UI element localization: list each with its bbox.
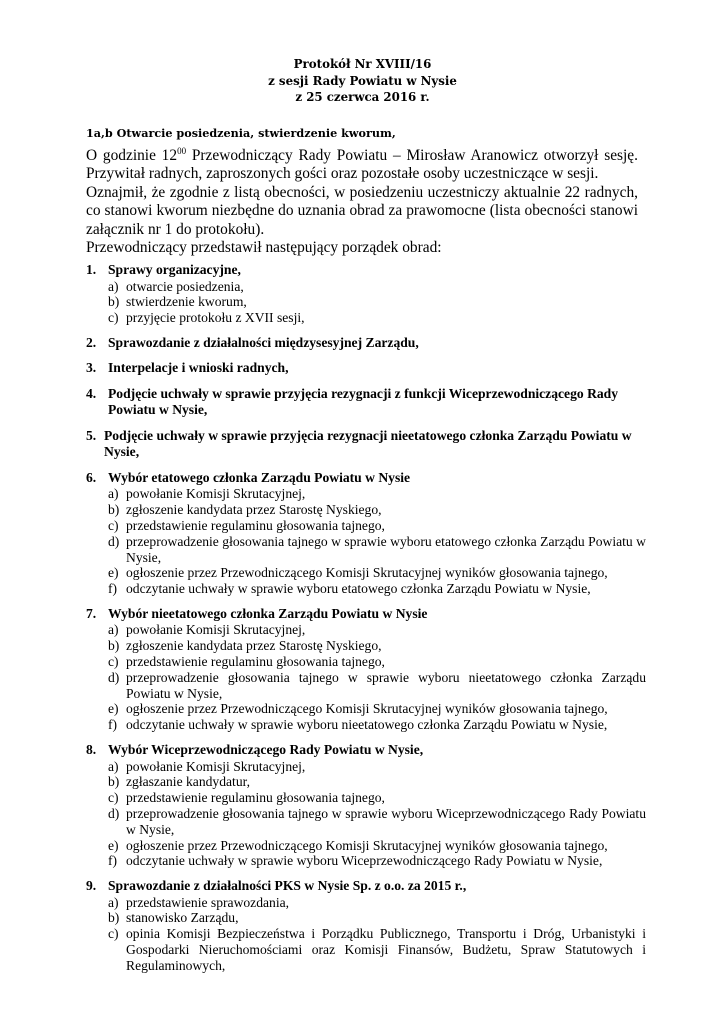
agenda-subitem: b) stwierdzenie kworum, — [108, 294, 247, 310]
agenda-subitem: f) odczytanie uchwały w sprawie wyboru Wiceprzewodniczącego Rady Powiatu w Nysie, — [108, 853, 603, 869]
agenda-subitems — [86, 759, 646, 870]
agenda-subitem: c) przyjęcie protokołu z XVII sesji, — [108, 310, 305, 326]
agenda-subitem: d) przeprowadzenie głosowania tajnego w sprawie wyboru etatowego członka Zarządu Powiatu w Nysie, — [108, 533, 646, 565]
agenda-item — [86, 470, 646, 597]
agenda-item — [86, 386, 646, 419]
agenda-item — [86, 742, 646, 869]
agenda-item-title: Podjęcie uchwały w sprawie przyjęcia rezygnacji nieetatowego członka Zarządu Powiatu w Nysie, — [104, 427, 632, 460]
agenda-subitem: f) odczytanie uchwały w sprawie wyboru nieetatowego członka Zarządu Powiatu w Nysie, — [108, 717, 608, 733]
intro-text — [86, 147, 638, 257]
session-name: z sesji Rady Powiatu w Nysie — [268, 73, 457, 88]
agenda-subitem: c) przedstawienie regulaminu głosowania tajnego, — [108, 517, 385, 533]
agenda-item-title: Sprawy organizacyjne, — [108, 262, 241, 277]
agenda-subitem: b) zgłaszanie kandydatur, — [108, 774, 251, 790]
protocol-number: Protokół Nr XVIII/16 — [293, 57, 432, 71]
agenda-subitem: e) ogłoszenie przez Przewodniczącego Komisji Skrutacyjnej wyników głosowania tajnego, — [108, 565, 608, 581]
agenda-item-title: Wybór Wiceprzewodniczącego Rady Powiatu w Nysie, — [108, 742, 424, 758]
agenda-item-title: Wybór nieetatowego członka Zarządu Powiatu w Nysie — [108, 605, 428, 621]
agenda-item-title: Sprawozdanie z działalności międzysesyjnej Zarządu, — [108, 334, 419, 350]
section-heading: 1a,b Otwarcie posiedzenia, stwierdzenie kworum, — [86, 126, 396, 140]
agenda-item — [86, 428, 646, 461]
agenda-subitem: a) przedstawienie sprawozdania, — [108, 894, 290, 910]
agenda-subitem: c) przedstawienie regulaminu głosowania tajnego, — [108, 654, 385, 670]
agenda-subitems — [86, 486, 646, 597]
agenda-subitem: a) powołanie Komisji Skrutacyjnej, — [108, 486, 306, 502]
agenda-item-title: Sprawozdanie z działalności PKS w Nysie Sp. z o.o. za 2015 r., — [108, 878, 467, 894]
intro-paragraph-opening: O godzinie $12^{00}$ Przewodniczący Rady Powiatu – Mirosław Aranowicz otworzył sesję. Przywitał radnych, zaproszonych gości oraz pozostałe osoby uczestniczące w sesji. — [86, 145, 638, 183]
agenda-item — [86, 262, 646, 326]
intro-paragraph-quorum: Oznajmił, że zgodnie z listą obecności, w posiedzeniu uczestniczy aktualnie 22 radnych, co stanowi kworum niezbędne do uznania obrad za prawomocne (lista obecności stanowi załącznik nr 1 do protokołu). — [86, 183, 638, 238]
agenda-item-number: 9. — [86, 878, 97, 894]
session-date: z 25 czerwca 2016 r. — [295, 90, 430, 104]
agenda-item-number: 1. — [86, 262, 97, 277]
agenda-item-title: Podjęcie uchwały w sprawie przyjęcia rezygnacji z funkcji Wiceprzewodniczącego Rady Powiatu w Nysie, — [108, 385, 619, 418]
agenda-subitem: c) przedstawienie regulaminu głosowania tajnego, — [108, 790, 385, 806]
agenda-subitem: f) odczytanie uchwały w sprawie wyboru etatowego członka Zarządu Powiatu w Nysie, — [108, 581, 591, 597]
agenda-item-number: 2. — [86, 334, 97, 350]
agenda-item-number: 6. — [86, 469, 97, 485]
agenda-subitem: e) ogłoszenie przez Przewodniczącego Komisji Skrutacyjnej wyników głosowania tajnego, — [108, 837, 608, 853]
agenda-item-title: Wybór etatowego członka Zarządu Powiatu w Nysie — [108, 469, 411, 485]
agenda-subitem: c) opinia Komisji Bezpieczeństwa i Porządku Publicznego, Transportu i Dróg, Urbanistyki i Gospodarki Nieruchomościami oraz Komisji Finansów, Budżetu, Spraw Statutowych i Regulaminowych, — [108, 926, 646, 973]
agenda-item-title: Interpelacje i wnioski radnych, — [108, 360, 289, 376]
agenda-subitem: d) przeprowadzenie głosowania tajnego w sprawie wyboru nieetatowego członka Zarządu Powiatu w Nysie, — [108, 669, 646, 701]
agenda-item-number: 4. — [86, 385, 97, 401]
agenda-subitem: a) powołanie Komisji Skrutacyjnej, — [108, 758, 306, 774]
agenda-item-number: 8. — [86, 742, 97, 758]
intro-paragraph-agenda-lead: Przewodniczący przedstawił następujący porządek obrad: — [86, 239, 442, 257]
agenda-subitem: b) stanowisko Zarządu, — [108, 910, 239, 926]
agenda-subitem: d) przeprowadzenie głosowania tajnego w sprawie wyboru Wiceprzewodniczącego Rady Powiatu w Nysie, — [108, 805, 646, 837]
document-header — [0, 56, 725, 106]
agenda-subitem: b) zgłoszenie kandydata przez Starostę Nyskiego, — [108, 502, 382, 518]
agenda-subitem: a) otwarcie posiedzenia, — [108, 278, 244, 294]
agenda-subitem: a) powołanie Komisji Skrutacyjnej, — [108, 622, 306, 638]
agenda-item-number: 5. — [86, 427, 97, 443]
agenda-subitems — [86, 622, 646, 733]
agenda-item-number: 7. — [86, 605, 97, 621]
agenda-item — [86, 335, 646, 352]
agenda-subitems — [86, 895, 646, 974]
agenda-item — [86, 878, 646, 973]
agenda-subitem: e) ogłoszenie przez Przewodniczącego Komisji Skrutacyjnej wyników głosowania tajnego, — [108, 701, 608, 717]
agenda-item — [86, 360, 646, 377]
agenda-item-number: 3. — [86, 360, 97, 376]
agenda-subitems — [86, 279, 646, 326]
agenda-item — [86, 606, 646, 733]
agenda-subitem: b) zgłoszenie kandydata przez Starostę Nyskiego, — [108, 638, 382, 654]
agenda-list — [86, 262, 646, 983]
